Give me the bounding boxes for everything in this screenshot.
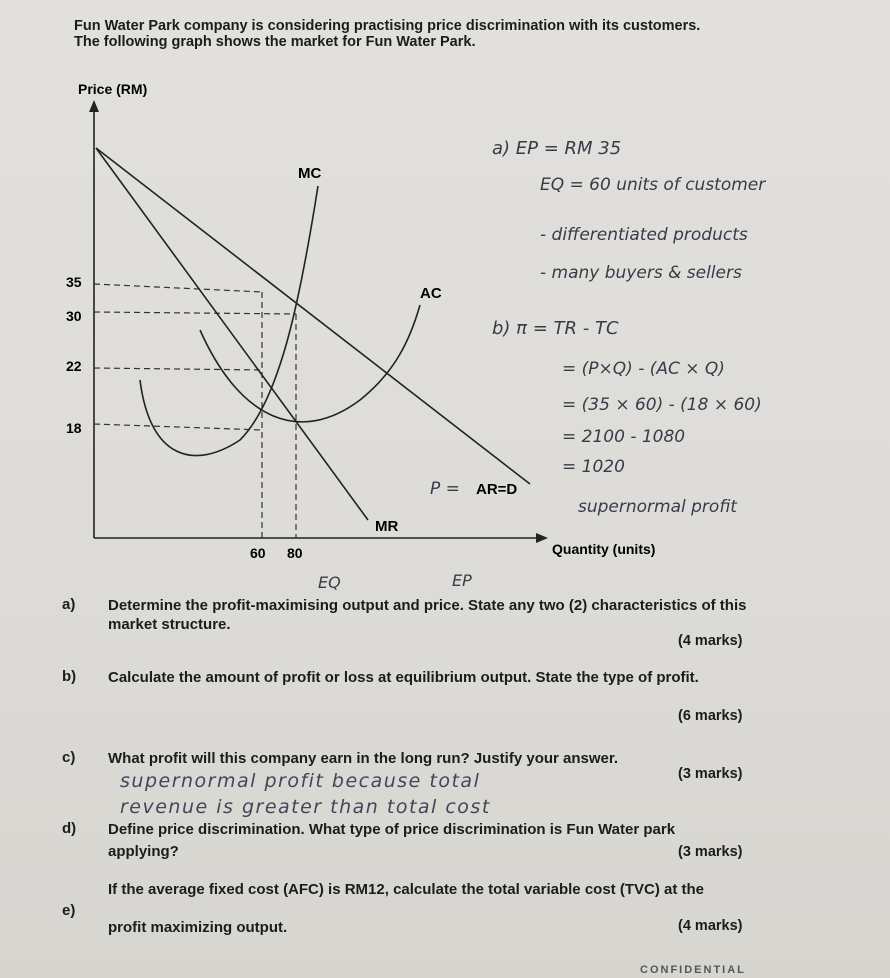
intro-line-2: The following graph shows the market for Fun Water Park. bbox=[74, 34, 476, 50]
question-b-text: Calculate the amount of profit or loss at equilibrium output. State the type of profit. bbox=[108, 669, 699, 686]
y-axis-arrow bbox=[89, 100, 99, 112]
svg-text:- many buyers & sellers: - many buyers & sellers bbox=[540, 263, 742, 283]
question-b-label: b) bbox=[62, 668, 77, 685]
handwritten-p: P = bbox=[430, 479, 460, 499]
hand-eq: EQ bbox=[318, 573, 341, 592]
question-d-label: d) bbox=[62, 820, 77, 837]
svg-text:EQ = 60 units of customer: EQ = 60 units of customer bbox=[540, 175, 766, 195]
hand-ep: EP bbox=[452, 571, 472, 590]
x-axis-arrow bbox=[536, 533, 548, 543]
intro-line-1: Fun Water Park company is considering practising price discrimination with its customers. bbox=[74, 18, 701, 34]
question-e-label: e) bbox=[62, 902, 76, 919]
y-tick-22: 22 bbox=[66, 358, 82, 374]
demand-curve bbox=[96, 148, 530, 484]
svg-text:supernormal profit: supernormal profit bbox=[578, 497, 737, 517]
question-e-text-2: profit maximizing output. bbox=[108, 919, 288, 936]
svg-text:b) π = TR - TC: b) π = TR - TC bbox=[492, 318, 619, 339]
question-a-label: a) bbox=[62, 596, 76, 613]
question-a-text: Determine the profit-maximising output and price. State any two (2) characteristics of this market structure. bbox=[108, 597, 747, 633]
mr-label: MR bbox=[375, 518, 399, 535]
question-b-marks: (6 marks) bbox=[678, 708, 743, 724]
question-d-marks: (3 marks) bbox=[678, 844, 743, 860]
dashed-guides bbox=[94, 284, 296, 538]
question-d-text-1: Define price discrimination. What type of price discrimination is Fun Water park bbox=[108, 821, 676, 838]
svg-text:- differentiated products: - differentiated products bbox=[540, 225, 748, 245]
question-c-marks: (3 marks) bbox=[678, 766, 743, 782]
x-axis-label: Quantity (units) bbox=[552, 541, 656, 557]
mr-curve bbox=[96, 148, 368, 520]
question-e-marks: (4 marks) bbox=[678, 918, 743, 934]
ac-label: AC bbox=[420, 285, 442, 302]
y-axis-label: Price (RM) bbox=[78, 81, 148, 97]
question-e-text-1: If the average fixed cost (AFC) is RM12, calculate the total variable cost (TVC) at the bbox=[108, 881, 704, 898]
x-tick-60: 60 bbox=[250, 545, 266, 561]
answer-c-line-2: revenue is greater than total cost bbox=[120, 796, 491, 818]
svg-text:= 1020: = 1020 bbox=[562, 457, 625, 477]
question-d-text-2: applying? bbox=[108, 843, 179, 860]
mc-label: MC bbox=[298, 165, 322, 182]
answer-c-line-1: supernormal profit because total bbox=[120, 770, 481, 792]
question-c-label: c) bbox=[62, 749, 76, 766]
svg-text:= (P×Q) - (AC × Q): = (P×Q) - (AC × Q) bbox=[562, 359, 725, 379]
svg-text:a) EP = RM 35: a) EP = RM 35 bbox=[492, 138, 622, 159]
question-a-marks: (4 marks) bbox=[678, 633, 743, 649]
x-tick-80: 80 bbox=[287, 545, 303, 561]
question-c-text: What profit will this company earn in the long run? Justify your answer. bbox=[108, 750, 619, 767]
ac-curve bbox=[200, 305, 420, 422]
svg-text:= (35 × 60) - (18 × 60): = (35 × 60) - (18 × 60) bbox=[562, 395, 762, 415]
y-tick-18: 18 bbox=[66, 420, 82, 436]
y-tick-30: 30 bbox=[66, 308, 82, 324]
footer-confidential: CONFIDENTIAL bbox=[640, 964, 746, 976]
handwritten-answers bbox=[492, 138, 766, 517]
svg-text:= 2100 - 1080: = 2100 - 1080 bbox=[562, 427, 686, 447]
ar-label: AR=D bbox=[476, 481, 518, 498]
y-tick-35: 35 bbox=[66, 274, 82, 290]
